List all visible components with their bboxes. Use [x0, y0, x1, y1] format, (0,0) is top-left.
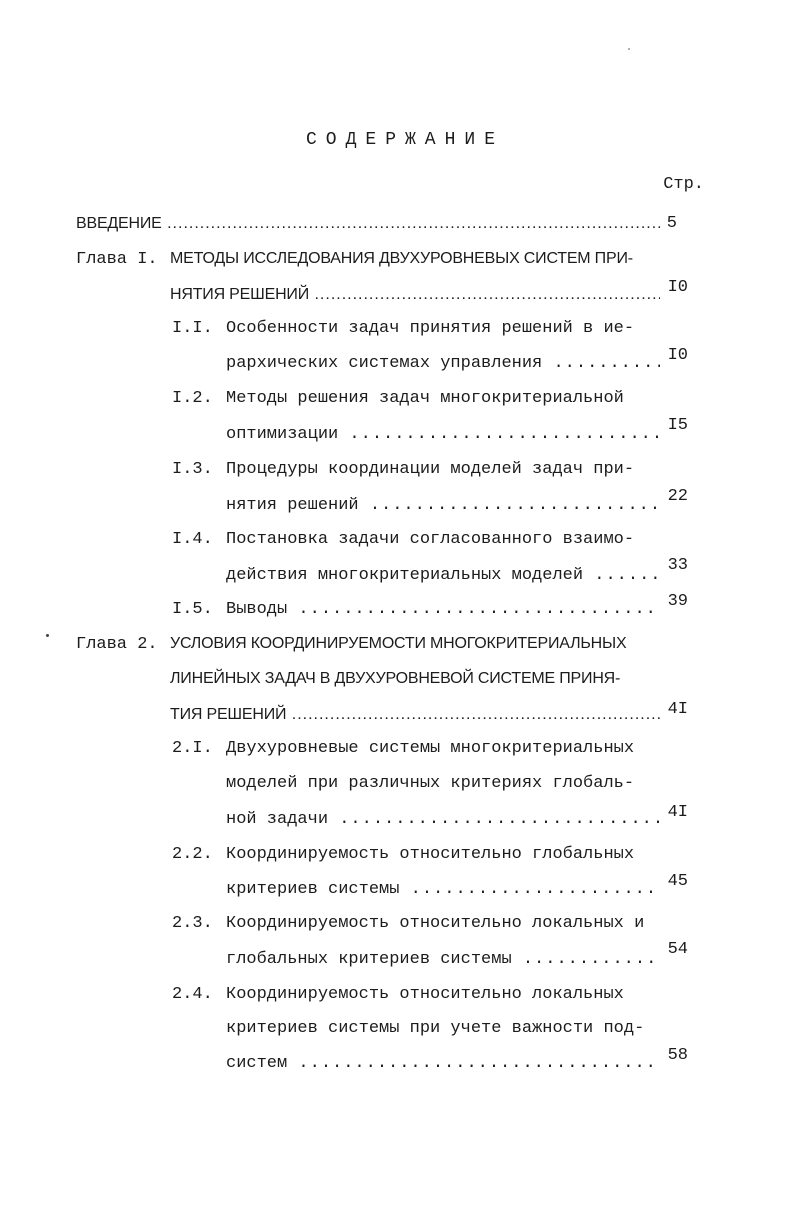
toc-line: Координируемость относительно локальных: [226, 985, 624, 1004]
toc-line: Процедуры координации моделей задач при-: [226, 460, 635, 479]
toc-line: оптимизации .....: [226, 423, 660, 447]
scan-speck: [628, 48, 630, 50]
toc-line: ВВЕДЕНИЕ .....: [76, 212, 660, 236]
toc-line: УСЛОВИЯ КООРДИНИРУЕМОСТИ МНОГОКРИТЕРИАЛЬНЫХ: [170, 635, 627, 652]
toc-line: ТИЯ РЕШЕНИЙ .....: [170, 703, 660, 727]
toc-section-label: I.3.: [172, 460, 213, 479]
toc-chapter-label: Глава I.: [76, 250, 158, 269]
toc-line: Координируемость относительно глобальных: [226, 845, 635, 864]
toc-section-label: I.5.: [172, 600, 213, 619]
toc-line: Особенности задач принятия решений в ие-: [226, 319, 635, 338]
toc-chapter-label: Глава 2.: [76, 635, 158, 654]
toc-page-number: 4I: [667, 803, 688, 822]
toc-line: Выводы .....: [226, 598, 660, 622]
toc-page-number: 45: [667, 872, 688, 891]
toc-line: нятия решений .....: [226, 494, 660, 518]
toc-line: Методы решения задач многокритериальной: [226, 389, 624, 408]
toc-section-label: 2.4.: [172, 985, 213, 1004]
toc-line: ной задачи .....: [226, 808, 660, 832]
toc-line: глобальных критериев системы .....: [226, 948, 660, 972]
toc-line: моделей при различных критериях глобаль-: [226, 774, 635, 793]
toc-section-label: I.2.: [172, 389, 213, 408]
toc-line: рархических системах управления .....: [226, 352, 660, 376]
toc-line: ЛИНЕЙНЫХ ЗАДАЧ В ДВУХУРОВНЕВОЙ СИСТЕМЕ ПРИНЯ-: [170, 670, 621, 687]
toc-section-label: 2.2.: [172, 845, 213, 864]
toc-line: критериев системы при учете важности под-: [226, 1019, 645, 1038]
toc-section-label: I.I.: [172, 319, 213, 338]
toc-line: Постановка задачи согласованного взаимо-: [226, 530, 635, 549]
toc-page-number: 4I: [667, 700, 688, 719]
toc-section-label: 2.3.: [172, 914, 213, 933]
toc-line: Двухуровневые системы многокритериальных: [226, 739, 635, 758]
toc-page-number: 39: [667, 592, 688, 611]
scan-speck: [46, 634, 49, 637]
toc-line: Координируемость относительно локальных и: [226, 914, 645, 933]
toc-line: критериев системы .....: [226, 878, 660, 902]
toc-section-label: I.4.: [172, 530, 213, 549]
toc-section-label: 2.I.: [172, 739, 213, 758]
toc-page-number: 58: [667, 1046, 688, 1065]
toc-page-number: I0: [667, 278, 688, 297]
toc-line: НЯТИЯ РЕШЕНИЙ .....: [170, 283, 660, 307]
toc-page-number: I0: [667, 346, 688, 365]
page-column-header: Стр.: [663, 175, 704, 194]
toc-page-number: 54: [667, 940, 688, 959]
page-title: СОДЕРЖАНИЕ: [305, 130, 505, 150]
toc-page-number: 5: [666, 214, 677, 233]
toc-line: систем .....: [226, 1052, 660, 1076]
toc-page-number: I5: [667, 416, 688, 435]
toc-page-number: 33: [667, 556, 688, 575]
toc-page-number: 22: [667, 487, 688, 506]
toc-line: действия многокритериальных моделей .....: [226, 564, 660, 588]
toc-line: МЕТОДЫ ИССЛЕДОВАНИЯ ДВУХУРОВНЕВЫХ СИСТЕМ ПРИ-: [170, 250, 633, 267]
